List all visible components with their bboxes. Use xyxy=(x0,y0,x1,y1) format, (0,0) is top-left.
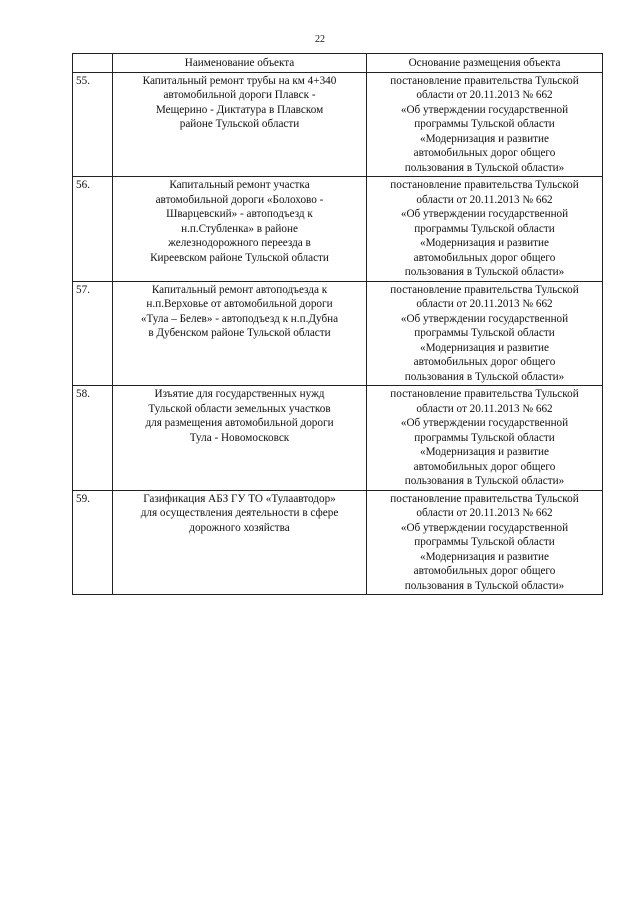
header-number-cell xyxy=(73,54,113,73)
object-name-line: Капитальный ремонт трубы на км 4+340 xyxy=(142,74,337,87)
placement-basis-cell xyxy=(367,490,603,595)
row-number: 58. xyxy=(73,386,113,491)
header-placement-basis: Основание размещения объекта xyxy=(367,54,603,73)
table-row xyxy=(73,177,603,282)
placement-basis-line: постановление правительства Тульской xyxy=(390,283,579,296)
row-number: 55. xyxy=(73,72,113,177)
objects-table xyxy=(72,53,603,595)
object-name-line: автомобильной дороги Плавск - xyxy=(163,89,316,101)
placement-basis-cell xyxy=(367,386,603,491)
placement-basis-line: области от 20.11.2013 № 662 xyxy=(416,89,553,101)
table-header-row xyxy=(73,54,603,73)
object-name-line: Капитальный ремонт автоподъезда к xyxy=(151,283,328,296)
placement-basis-cell xyxy=(367,177,603,282)
row-number: 57. xyxy=(73,281,113,386)
object-name-cell xyxy=(113,386,367,491)
placement-basis-line: постановление правительства Тульской xyxy=(390,74,579,87)
object-name-line: автомобильной дороги «Болохово - xyxy=(155,193,324,206)
placement-basis-line: «Модернизация и развитие xyxy=(420,341,549,354)
placement-basis-cell xyxy=(367,72,603,177)
row-number: 59. xyxy=(73,490,113,595)
object-name-line: в Дубенском районе Тульской области xyxy=(148,327,331,339)
placement-basis-line: программы Тульской области xyxy=(414,431,555,444)
placement-basis-line: автомобильных дорог общего xyxy=(413,565,556,577)
placement-basis-line: автомобильных дорог общего xyxy=(413,460,556,473)
placement-basis-line: постановление правительства Тульской xyxy=(390,388,579,400)
placement-basis-line: области от 20.11.2013 № 662 xyxy=(416,298,553,310)
placement-basis-line: пользования в Тульской области» xyxy=(404,370,565,383)
table-row xyxy=(73,281,603,386)
object-name-line: Киреевском районе Тульской области xyxy=(150,251,329,264)
placement-basis-line: программы Тульской области xyxy=(414,118,555,130)
placement-basis-line: «Об утверждении государственной xyxy=(400,521,569,534)
placement-basis-line: «Об утверждении государственной xyxy=(400,312,569,325)
placement-basis-line: «Модернизация и развитие xyxy=(420,446,549,458)
object-name-cell xyxy=(113,72,367,177)
placement-basis-line: «Модернизация и развитие xyxy=(420,237,549,249)
object-name-line: дорожного хозяйства xyxy=(189,521,290,534)
row-number: 56. xyxy=(73,177,113,282)
object-name-line: Газификация АБЗ ГУ ТО «Тулаавтодор» xyxy=(143,492,336,505)
object-name-line: н.п.Стубленка» в районе xyxy=(181,222,298,235)
placement-basis-line: пользования в Тульской области» xyxy=(404,266,565,278)
placement-basis-line: программы Тульской области xyxy=(414,222,555,235)
placement-basis-line: «Об утверждении государственной xyxy=(400,417,569,429)
object-name-line: Тула - Новомосковск xyxy=(189,431,290,444)
object-name-line: для размещения автомобильной дороги xyxy=(145,417,334,429)
object-name-line: «Тула – Белев» - автоподъезд к н.п.Дубна xyxy=(140,312,339,325)
object-name-line: Изъятие для государственных нужд xyxy=(154,388,325,400)
placement-basis-line: «Модернизация и развитие xyxy=(420,132,549,145)
object-name-line: районе Тульской области xyxy=(179,118,300,130)
object-name-line: для осуществления деятельности в сфере xyxy=(140,507,339,519)
placement-basis-line: автомобильных дорог общего xyxy=(413,356,556,368)
object-name-line: железнодорожного переезда в xyxy=(168,237,311,249)
table-row xyxy=(73,490,603,595)
table-row xyxy=(73,386,603,491)
placement-basis-line: области от 20.11.2013 № 662 xyxy=(416,402,553,415)
object-name-cell xyxy=(113,490,367,595)
object-name-line: Мещерино - Диктатура в Плавском xyxy=(155,103,324,116)
object-name-cell xyxy=(113,281,367,386)
object-name-cell xyxy=(113,177,367,282)
object-name-line: н.п.Верховье от автомобильной дороги xyxy=(146,298,333,310)
placement-basis-line: постановление правительства Тульской xyxy=(390,492,579,505)
placement-basis-line: «Об утверждении государственной xyxy=(400,208,569,220)
placement-basis-line: постановление правительства Тульской xyxy=(390,179,579,191)
object-name-line: Шварцевский» - автоподъезд к xyxy=(166,208,313,220)
placement-basis-line: автомобильных дорог общего xyxy=(413,251,556,264)
object-name-line: Тульской области земельных участков xyxy=(148,402,331,415)
placement-basis-line: программы Тульской области xyxy=(414,536,555,548)
header-object-name: Наименование объекта xyxy=(113,54,367,73)
placement-basis-line: автомобильных дорог общего xyxy=(413,147,556,159)
table-body xyxy=(73,72,603,595)
placement-basis-line: «Об утверждении государственной xyxy=(400,103,569,116)
placement-basis-line: «Модернизация и развитие xyxy=(420,550,549,563)
placement-basis-cell xyxy=(367,281,603,386)
placement-basis-line: программы Тульской области xyxy=(414,327,555,339)
placement-basis-line: области от 20.11.2013 № 662 xyxy=(416,193,553,206)
placement-basis-line: области от 20.11.2013 № 662 xyxy=(416,507,553,519)
page-number: 22 xyxy=(315,34,325,45)
placement-basis-line: пользования в Тульской области» xyxy=(404,579,565,592)
placement-basis-line: пользования в Тульской области» xyxy=(404,161,565,174)
placement-basis-line: пользования в Тульской области» xyxy=(404,475,565,487)
table-row xyxy=(73,72,603,177)
object-name-line: Капитальный ремонт участка xyxy=(169,179,310,191)
